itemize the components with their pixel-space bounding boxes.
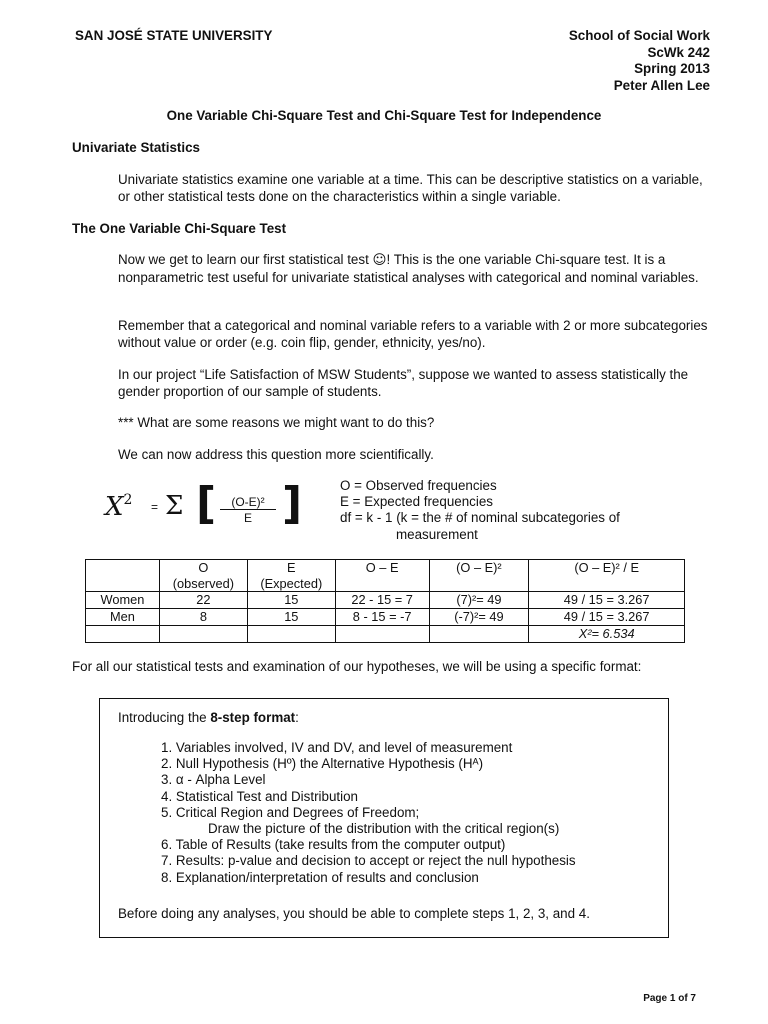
list-item: 1. Variables involved, IV and DV, and level of measurement xyxy=(161,740,513,755)
list-item: 8. Explanation/interpretation of results and conclusion xyxy=(161,869,479,885)
table-cell: 15 xyxy=(247,592,335,609)
question-paragraph: *** What are some reasons we might want to do this? xyxy=(118,415,435,430)
table-cell: 15 xyxy=(247,609,335,626)
table-total-cell: X²= 6.534 xyxy=(529,626,685,643)
formula-denominator: E xyxy=(243,511,252,525)
table-row xyxy=(86,592,685,609)
box-footer: Before doing any analyses, you should be able to complete steps 1, 2, 3, and 4. xyxy=(118,906,590,921)
list-item: 2. Null Hypothesis (Hº) the Alternative Hypothesis (Hᴬ) xyxy=(161,756,484,772)
steps-list xyxy=(161,740,576,886)
university-name: SAN JOSÉ STATE UNIVERSITY xyxy=(75,28,273,43)
table-cell: Men xyxy=(86,609,160,626)
table-cell: 22 - 15 = 7 xyxy=(335,592,429,609)
table-cell: (7)²= 49 xyxy=(429,592,529,609)
header-cell: (O – E)² / E xyxy=(529,560,685,592)
school-name: School of Social Work xyxy=(568,28,710,43)
eight-step-label: 8-step format xyxy=(210,710,296,725)
legend-df-cont: measurement xyxy=(396,526,478,542)
table-cell xyxy=(429,626,529,643)
table-cell xyxy=(86,626,160,643)
univariate-paragraph: Univariate statistics examine one variable at a time. This can be descriptive statistics on a variable, or other statistical tests done on the characteristics within a single variable. xyxy=(118,172,703,204)
list-item: Draw the picture of the distribution with the critical region(s) xyxy=(208,821,560,837)
smiley-icon: ☺ xyxy=(372,253,387,268)
page-number: Page 1 of 7 xyxy=(643,993,696,1004)
formula-legend xyxy=(340,478,620,543)
formula-equals: = xyxy=(151,500,159,514)
list-item: 5. Critical Region and Degrees of Freedom; xyxy=(161,804,420,820)
header-cell: E (Expected) xyxy=(247,560,335,592)
section-heading-univariate: Univariate Statistics xyxy=(72,140,201,155)
list-item: 4. Statistical Test and Distribution xyxy=(161,788,358,804)
header-cell: O (observed) xyxy=(159,560,247,592)
intro-text-a: Now we get to learn our first statistical test xyxy=(118,252,373,267)
header-cell: O – E xyxy=(335,560,429,592)
intro-paragraph xyxy=(118,252,708,286)
table-cell xyxy=(335,626,429,643)
list-item: 7. Results: p-value and decision to accept or reject the null hypothesis xyxy=(161,853,576,869)
table-cell: 49 / 15 = 3.267 xyxy=(529,609,685,626)
intro-text-b: ! This is the one variable Chi-square test. It is a nonparametric test useful for univariate statistical analyses with categorical and nominal variables. xyxy=(118,252,699,285)
document-title: One Variable Chi-Square Test and Chi-Square Test for Independence xyxy=(166,108,602,123)
section-heading-one-variable: The One Variable Chi-Square Test xyxy=(72,221,287,236)
instructor-name: Peter Allen Lee xyxy=(613,77,710,93)
legend-observed: O = Observed frequencies xyxy=(340,478,497,493)
sigma-symbol: Σ xyxy=(165,491,184,521)
table-cell: 8 - 15 = -7 xyxy=(335,609,429,626)
header-cell: (O – E)² xyxy=(429,560,529,592)
scientific-paragraph: We can now address this question more scientifically. xyxy=(118,447,434,462)
table-cell: 22 xyxy=(159,592,247,609)
table-row xyxy=(86,626,685,643)
format-intro-paragraph: For all our statistical tests and examination of our hypotheses, we will be using a specific format: xyxy=(72,659,642,674)
course-code: ScWk 242 xyxy=(647,44,710,60)
table-row xyxy=(86,609,685,626)
term: Spring 2013 xyxy=(634,61,710,76)
list-item: 6. Table of Results (take results from the computer output) xyxy=(161,837,506,853)
project-paragraph: In our project “Life Satisfaction of MSW Students”, suppose we wanted to assess statistically the gender proportion of our sample of students. xyxy=(118,367,689,399)
chi-square-table xyxy=(85,559,685,643)
course-info xyxy=(569,28,710,94)
table-cell xyxy=(159,626,247,643)
table-cell: (-7)²= 49 xyxy=(429,609,529,626)
right-bracket: ] xyxy=(282,478,303,529)
table-header-row xyxy=(86,560,685,592)
left-bracket: [ xyxy=(196,478,217,529)
box-intro: Introducing the 8-step format: xyxy=(118,710,299,725)
legend-expected: E = Expected frequencies xyxy=(340,494,493,510)
categorical-paragraph: Remember that a categorical and nominal variable refers to a variable with 2 or more subcategories without value or order (e.g. coin flip, gender, ethnicity, yes/no). xyxy=(118,318,708,350)
header-cell xyxy=(86,560,160,592)
table-cell: Women xyxy=(86,592,160,609)
list-item: 3. α - Alpha Level xyxy=(161,772,266,788)
chi-square-symbol: $X^2$ xyxy=(105,492,133,522)
table-cell xyxy=(247,626,335,643)
table-cell: 49 / 15 = 3.267 xyxy=(529,592,685,609)
formula-numerator: (O-E)² xyxy=(220,496,276,510)
legend-df: df = k - 1 (k = the # of nominal subcategories of xyxy=(340,510,620,526)
table-cell: 8 xyxy=(159,609,247,626)
